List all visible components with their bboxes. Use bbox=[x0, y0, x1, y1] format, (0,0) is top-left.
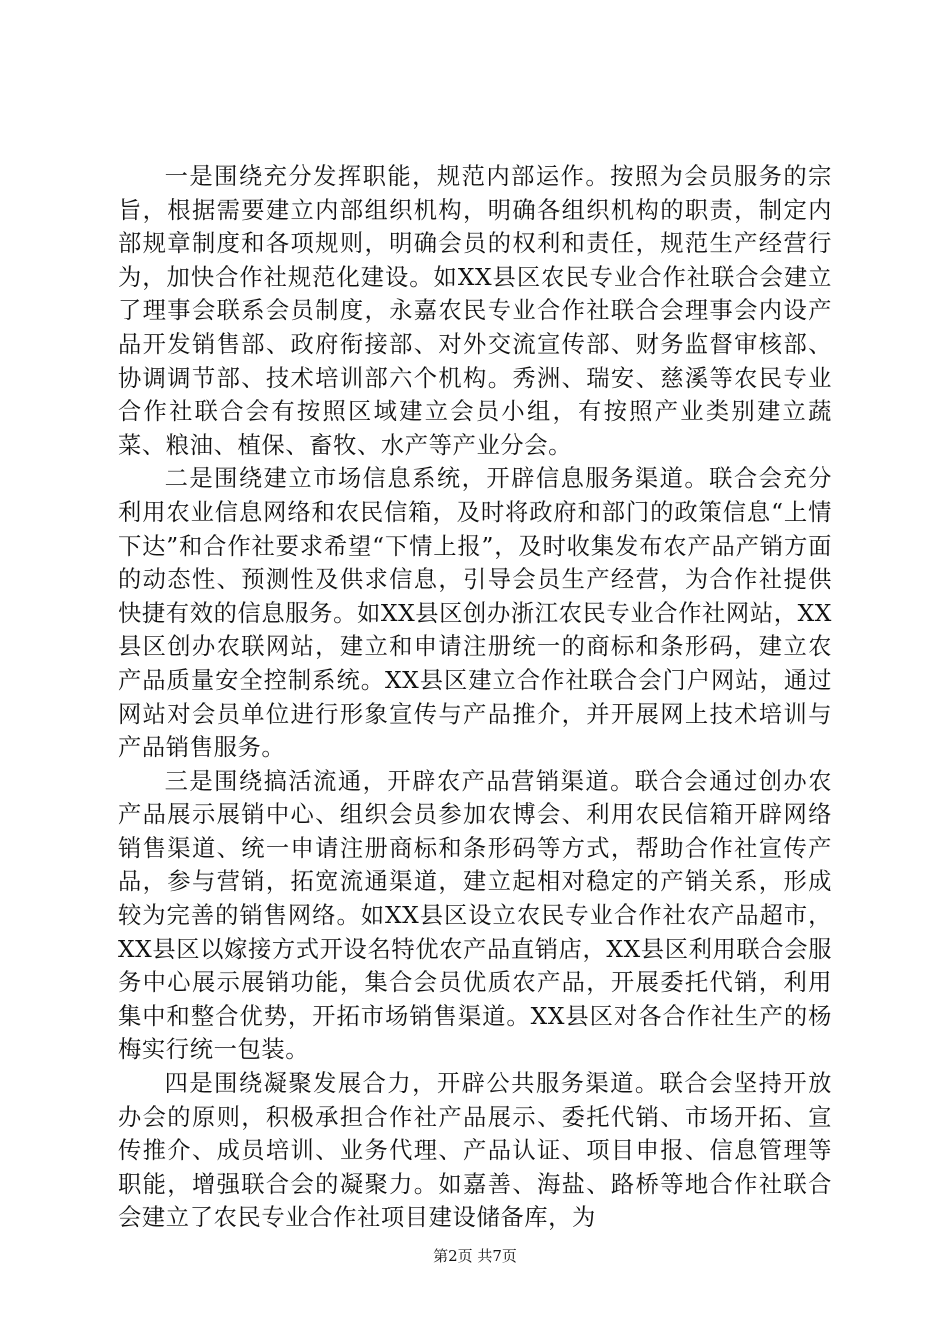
paragraph-1: 一是围绕充分发挥职能，规范内部运作。按照为会员服务的宗旨，根据需要建立内部组织机构，明确各组织机构的职责，制定内部规章制度和各项规则，明确会员的权利和责任，规范生产经营行为，加快合作社规范化建设。如XX县区农民专业合作社联合会建立了理事会联系会员制度，永嘉农民专业合作社联合会理事会内设产品开发销售部、政府衔接部、对外交流宣传部、财务监督审核部、协调调节部、技术培训部六个机构。秀洲、瑞安、慈溪等农民专业合作社联合会有按照区域建立会员小组，有按照产业类别建立蔬菜、粮油、植保、畜牧、水产等产业分会。 bbox=[118, 163, 832, 459]
document-body bbox=[118, 160, 832, 1235]
page-footer: 第2页 共7页 bbox=[433, 1247, 517, 1265]
paragraph-3: 三是围绕搞活流通，开辟农产品营销渠道。联合会通过创办农产品展示展销中心、组织会员参加农博会、利用农民信箱开辟网络销售渠道、统一申请注册商标和条形码等方式，帮助合作社宣传产品，参与营销，拓宽流通渠道，建立起相对稳定的产销关系，形成较为完善的销售网络。如XX县区设立农民专业合作社农产品超市，XX县区以嫁接方式开设名特优农产品直销店，XX县区利用联合会服务中心展示展销功能，集合会员优质农产品，开展委托代销，利用集中和整合优势，开拓市场销售渠道。XX县区对各合作社生产的杨梅实行统一包装。 bbox=[118, 767, 832, 1064]
paragraph-4: 四是围绕凝聚发展合力，开辟公共服务渠道。联合会坚持开放办会的原则，积极承担合作社产品展示、委托代销、市场开拓、宣传推介、成员培训、业务代理、产品认证、项目申报、信息管理等职能，增强联合会的凝聚力。如嘉善、海盐、路桥等地合作社联合会建立了农民专业合作社项目建设储备库，为 bbox=[118, 1070, 832, 1232]
paragraph-2: 二是围绕建立市场信息系统，开辟信息服务渠道。联合会充分利用农业信息网络和农民信箱，及时将政府和部门的政策信息“上情下达”和合作社要求希望“下情上报”，及时收集发布农产品产销方面的动态性、预测性及供求信息，引导会员生产经营，为合作社提供快捷有效的信息服务。如XX县区创办浙江农民专业合作社网站，XX县区创办农联网站，建立和申请注册统一的商标和条形码，建立农产品质量安全控制系统。XX县区建立合作社联合会门户网站，通过网站对会员单位进行形象宣传与产品推介，并开展网上技术培训与产品销售服务。 bbox=[118, 465, 832, 762]
